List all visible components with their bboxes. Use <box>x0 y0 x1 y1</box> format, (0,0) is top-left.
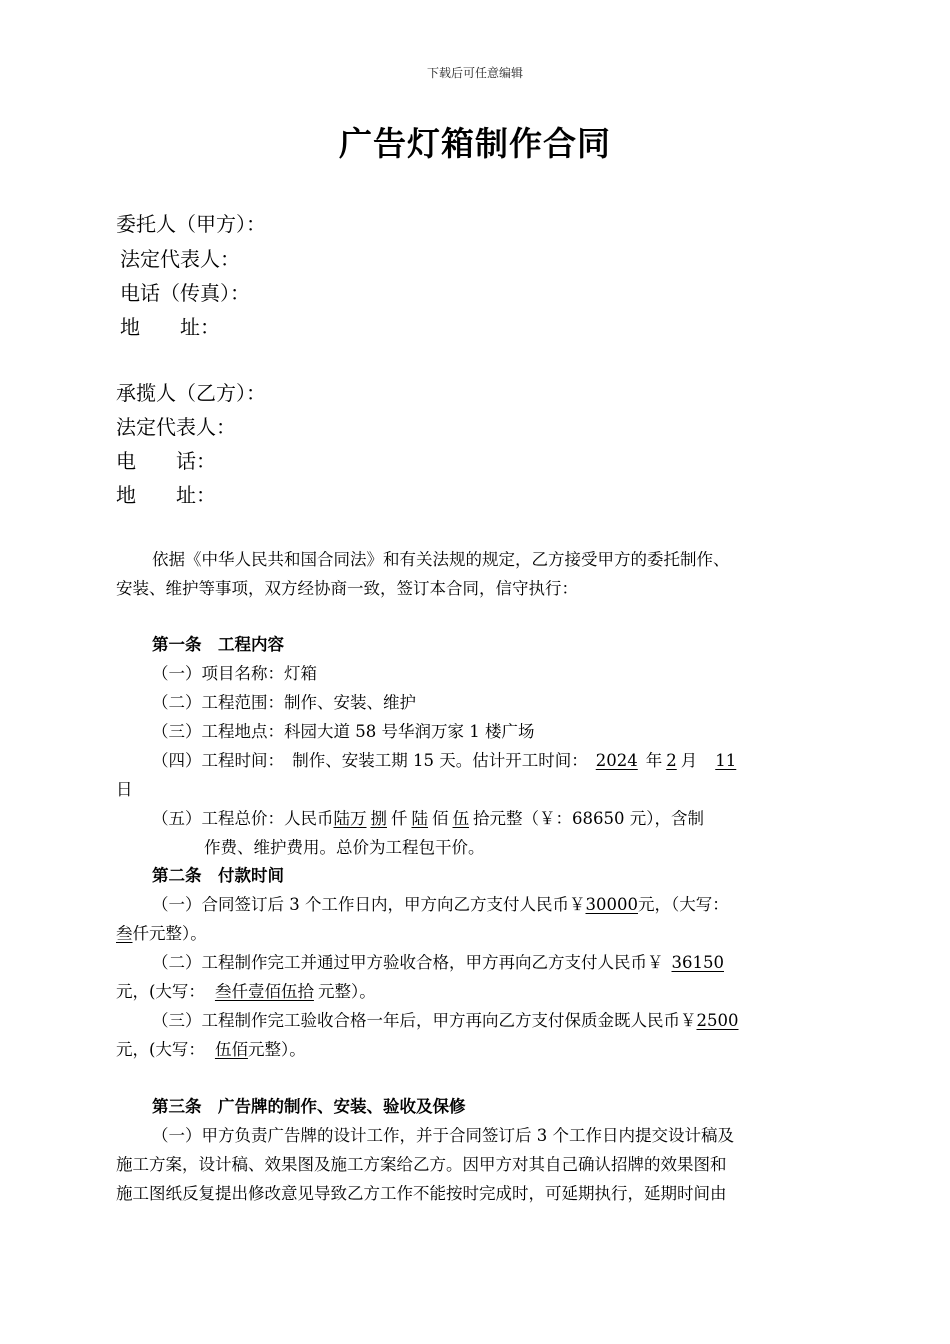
art2-para-3-line-2 <box>116 1036 306 1060</box>
contract-title: 广告灯箱制作合同 <box>339 124 611 163</box>
year-unit: 年 <box>645 751 663 770</box>
article-1-heading: 第一条 工程内容 <box>152 635 284 654</box>
amount-bai: 陆 <box>411 809 428 828</box>
art1-item-5-suffix: 拾元整（￥：68650 元），含制 <box>473 809 704 828</box>
art2-para-2 <box>152 949 724 973</box>
amount-shi: 伍 <box>452 809 469 828</box>
preamble-line-2: 安装、维护等事项，双方经协商一致，签订本合同，信守执行： <box>116 579 578 598</box>
article-2-heading: 第二条 付款时间 <box>152 866 284 885</box>
page-header: 下载后可任意编辑 <box>426 66 523 80</box>
art3-line-1: （一）甲方负责广告牌的设计工作，并于合同签订后 3 个工作日内提交设计稿及 <box>152 1126 734 1145</box>
art1-item-4 <box>152 747 736 771</box>
party-b-phone-label: 电 话： <box>116 449 216 473</box>
party-a-client-label: 委托人（甲方）： <box>116 212 266 236</box>
art3-line-2: 施工方案，设计稿、效果图及施工方案给乙方。因甲方对其自己确认招牌的效果图和 <box>116 1155 727 1174</box>
party-b-rep-label: 法定代表人： <box>116 415 236 439</box>
art2-p3-mid: 元，(大写： <box>116 1040 205 1059</box>
art2-p2-prefix: （二）工程制作完工并通过甲方验收合格，甲方再向乙方支付人民币￥ <box>152 953 664 972</box>
start-month: 2 <box>666 751 677 770</box>
art3-line-3: 施工图纸反复提出修改意见导致乙方工作不能按时完成时，可延期执行，延期时间由 <box>116 1184 727 1203</box>
art2-p3-suffix: 元整）。 <box>247 1040 306 1059</box>
start-year: 2024 <box>595 751 638 770</box>
art2-p2-suffix: 元整）。 <box>317 982 376 1001</box>
payment-2-capital: 叁仟壹佰伍拾 <box>214 982 314 1001</box>
art1-item-4-day-unit: 日 <box>116 780 133 799</box>
payment-3-amount: 2500 <box>696 1011 739 1030</box>
art1-item-2: （二）工程范围：制作、安装、维护 <box>152 693 416 712</box>
month-unit: 月 <box>680 751 698 770</box>
bai-unit: 佰 <box>432 809 449 828</box>
payment-2-amount: 36150 <box>671 953 724 972</box>
party-b-address-label: 地 址： <box>116 483 216 507</box>
party-a-rep-label: 法定代表人： <box>120 247 240 271</box>
art2-para-1-line-2 <box>116 920 207 944</box>
art2-p3-prefix: （三）工程制作完工验收合格一年后，甲方再向乙方支付保质金既人民币￥ <box>152 1011 697 1030</box>
art2-para-3 <box>152 1007 739 1031</box>
amount-qian: 捌 <box>370 809 387 828</box>
art2-para-2-line-2 <box>116 978 376 1002</box>
art2-p1-suffix: 元，（大写： <box>638 895 729 914</box>
art2-p1-prefix: （一）合同签订后 3 个工作日内，甲方向乙方支付人民币￥ <box>152 895 586 914</box>
art1-item-5 <box>152 805 704 829</box>
payment-3-capital: 伍佰 <box>214 1040 248 1059</box>
payment-1-capital-underlined: 叁 <box>116 924 133 943</box>
payment-1-capital-rest: 仟元整）。 <box>132 924 207 943</box>
art1-item-5-prefix: （五）工程总价：人民币 <box>152 809 334 828</box>
party-b-contractor-label: 承揽人（乙方）： <box>116 381 266 405</box>
amount-wan: 陆万 <box>333 809 367 828</box>
art1-item-4-prefix: （四）工程时间： 制作、安装工期 15 天。估计开工时间： <box>152 751 588 770</box>
start-day: 11 <box>715 751 737 770</box>
art1-item-3: （三）工程地点：科园大道 58 号华润万家 1 楼广场 <box>152 722 535 741</box>
art1-item-1: （一）项目名称：灯箱 <box>152 664 317 683</box>
party-a-phone-label: 电话（传真）： <box>120 281 250 305</box>
preamble-line-1: 依据《中华人民共和国合同法》和有关法规的规定，乙方接受甲方的委托制作、 <box>152 550 730 569</box>
qian-unit: 仟 <box>391 809 408 828</box>
art2-p2-mid: 元，(大写： <box>116 982 205 1001</box>
art2-para-1 <box>152 891 729 915</box>
article-3-heading: 第三条 广告牌的制作、安装、验收及保修 <box>152 1097 466 1116</box>
art1-item-5-line-2: 作费、维护费用。总价为工程包干价。 <box>204 838 485 857</box>
party-a-address-label: 地 址： <box>120 315 220 339</box>
payment-1-amount: 30000 <box>585 895 638 914</box>
